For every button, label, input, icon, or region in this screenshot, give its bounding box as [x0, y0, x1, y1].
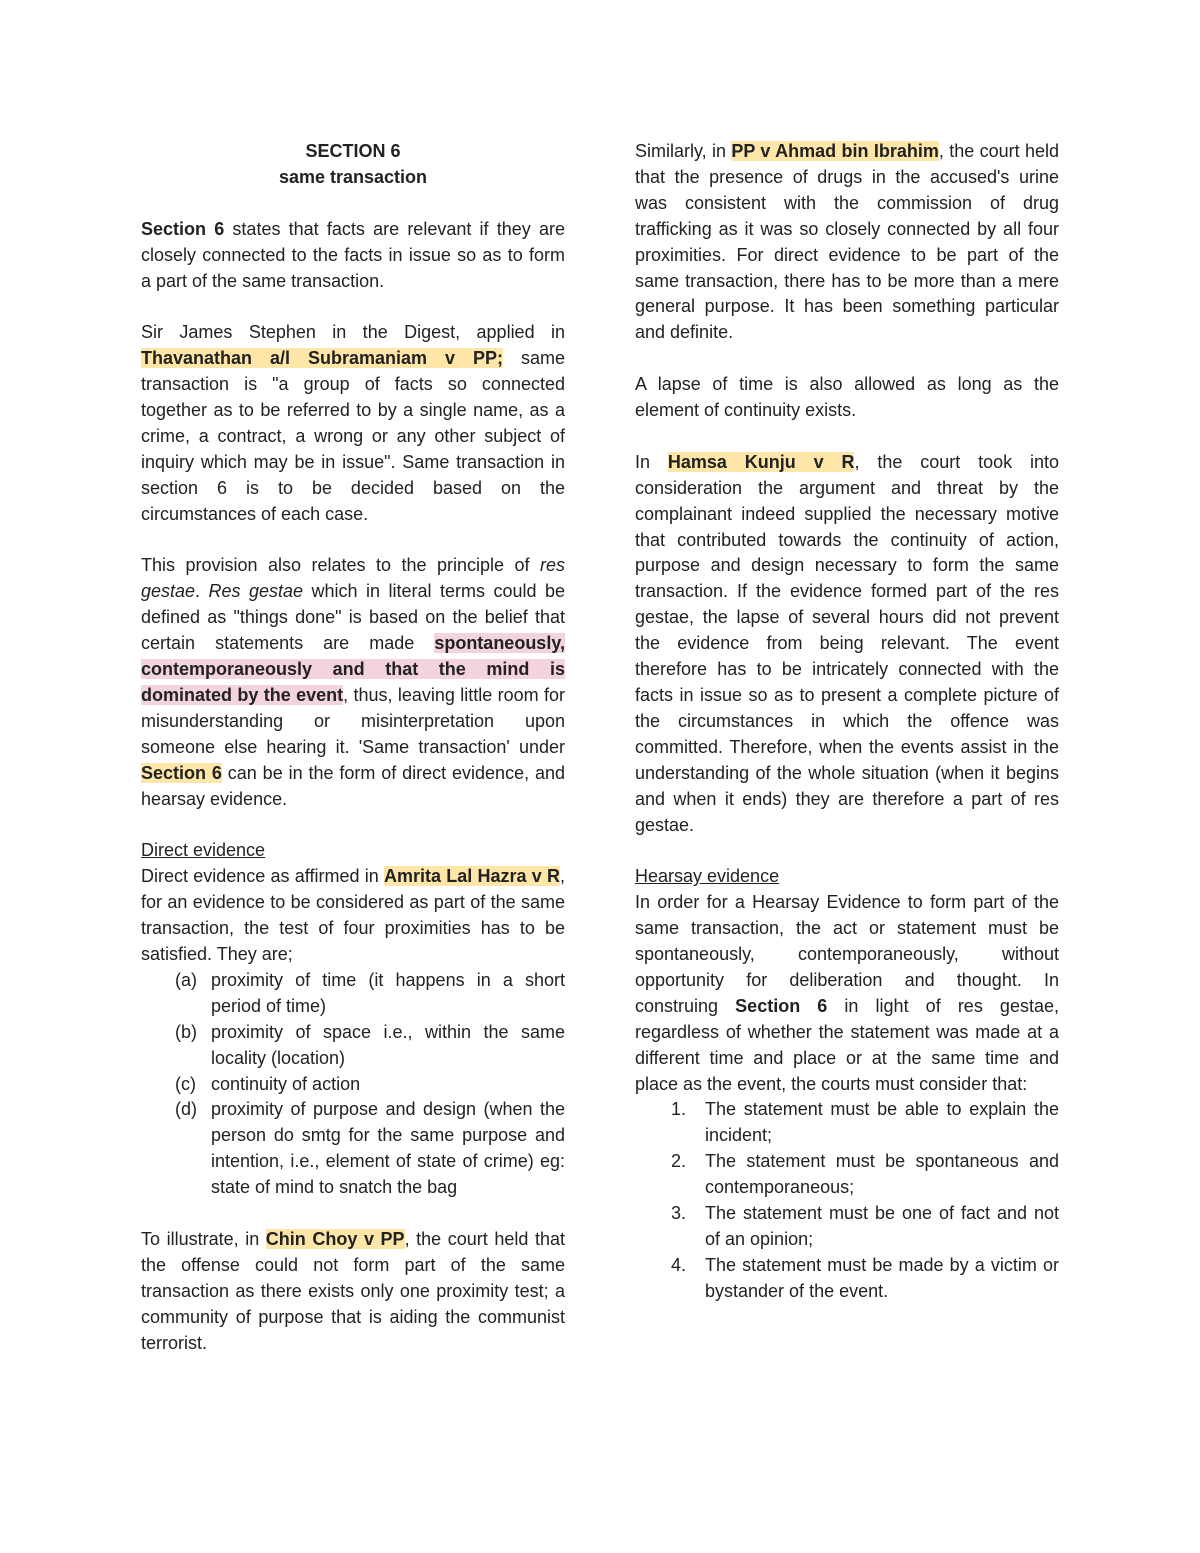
left-column — [141, 139, 565, 1357]
paragraph-chin-choy: To illustrate, in Chin Choy v PP, the court held that the offense could not form part of the same transaction as there exists only one proximity test; a community of purpose that is aiding the communist terrorist. — [141, 1228, 565, 1353]
paragraph-hearsay-evidence: In order for a Hearsay Evidence to form part of the same transaction, the act or statement must be spontaneously, contemporaneously, without opportunity for deliberation and thought. In construing Section 6 in light of res gestae, regardless of whether the statement was made at a different time and place or at the same time and place as the event, the courts must consider that: — [635, 892, 1059, 1094]
list-item: 4. The statement must be made by a victim or bystander of the event. — [671, 1254, 1059, 1301]
principle-highlight: spontaneously, contemporaneously and that the mind is dominated by the event — [141, 633, 565, 705]
paragraph-lapse-of-time: A lapse of time is also allowed as long as the element of continuity exists. — [635, 374, 1059, 421]
right-column — [635, 139, 1059, 1305]
list-item: 2. The statement must be spontaneous and contemporaneous; — [671, 1151, 1059, 1198]
section-title: SECTION 6 — [305, 141, 401, 161]
list-item: 1. The statement must be able to explain the incident; — [671, 1099, 1059, 1146]
section-highlight: Section 6 — [141, 762, 222, 783]
section-subtitle: same transaction — [278, 166, 428, 187]
section-ref: Section 6 — [141, 218, 225, 239]
case-highlight: Hamsa Kunju v R — [667, 451, 855, 472]
case-highlight: PP v Ahmad bin Ibrahim — [731, 141, 939, 161]
list-item: 3. The statement must be one of fact and not of an opinion; — [671, 1203, 1059, 1250]
paragraph-section6-definition: Section 6 states that facts are relevant if they are closely connected to the facts in issue so as to form a part of the same transaction. — [141, 218, 565, 291]
paragraph-res-gestae: This provision also relates to the principle of res gestae. Res gestae which in literal terms could be defined as "things done" is based on the belief that certain statements are made spontaneously, contemporaneously and that the mind is dominated by the event, thus, leaving little room for misunderstanding or misinterpretation upon someone else hearing it. 'Same transaction' under Section 6 can be in the form of direct evidence, and hearsay evidence. — [141, 555, 565, 809]
list-item: (b) proximity of space i.e., within the same locality (location) — [175, 1021, 565, 1068]
case-highlight: Thavanathan a/l Subramaniam v PP; — [141, 348, 503, 369]
paragraph-ahmad-bin-ibrahim: Similarly, in PP v Ahmad bin Ibrahim, the court held that the presence of drugs in the accused's urine was consistent with the commission of drug trafficking as it was so closely connected by all four proximities. For direct evidence to be part of the same transaction, there has to be more than a mere general purpose. It has been something particular and definite. — [635, 141, 1059, 343]
section-ref: Section 6 — [735, 995, 828, 1016]
paragraph-direct-evidence: Direct evidence as affirmed in Amrita Lal Hazra v R, for an evidence to be considered as part of the same transaction, the test of four proximities has to be satisfied. They are; — [141, 866, 565, 965]
list-item: (c) continuity of action — [175, 1073, 361, 1094]
list-item: (d) proximity of purpose and design (when the person do smtg for the same purpose and intention, i.e., element of state of crime) eg: state of mind to snatch the bag — [175, 1099, 565, 1198]
paragraph-hamsa-kunju: In Hamsa Kunju v R, the court took into consideration the argument and threat by the complainant indeed supplied the necessary motive that contributed towards the continuity of action, purpose and design necessary to form the same transaction. If the evidence formed part of the res gestae, the lapse of several hours did not prevent the evidence from being relevant. The event therefore has to be intricately connected with the facts in issue so as to present a complete picture of the circumstances in which the offence was committed. Therefore, when the events assist in the understanding of the whole situation (when it begins and when it ends) they are therefore a part of res gestae. — [635, 451, 1059, 835]
direct-evidence-heading: Direct evidence — [141, 840, 266, 861]
case-highlight: Amrita Lal Hazra v R — [383, 866, 560, 887]
hearsay-evidence-heading: Hearsay evidence — [635, 866, 780, 887]
proximities-list — [141, 968, 565, 1201]
paragraph-stephen-digest: Sir James Stephen in the Digest, applied in Thavanathan a/l Subramaniam v PP; same transaction is "a group of facts so connected together as to be referred to by a single name, as a crime, a contract, a wrong or any other subject of inquiry which may be in issue". Same transaction in section 6 is to be decided based on the circumstances of each case. — [141, 322, 565, 524]
list-item: (a) proximity of time (it happens in a short period of time) — [175, 969, 565, 1016]
case-highlight: Chin Choy v PP — [265, 1228, 405, 1249]
hearsay-conditions-list — [635, 1097, 1059, 1304]
